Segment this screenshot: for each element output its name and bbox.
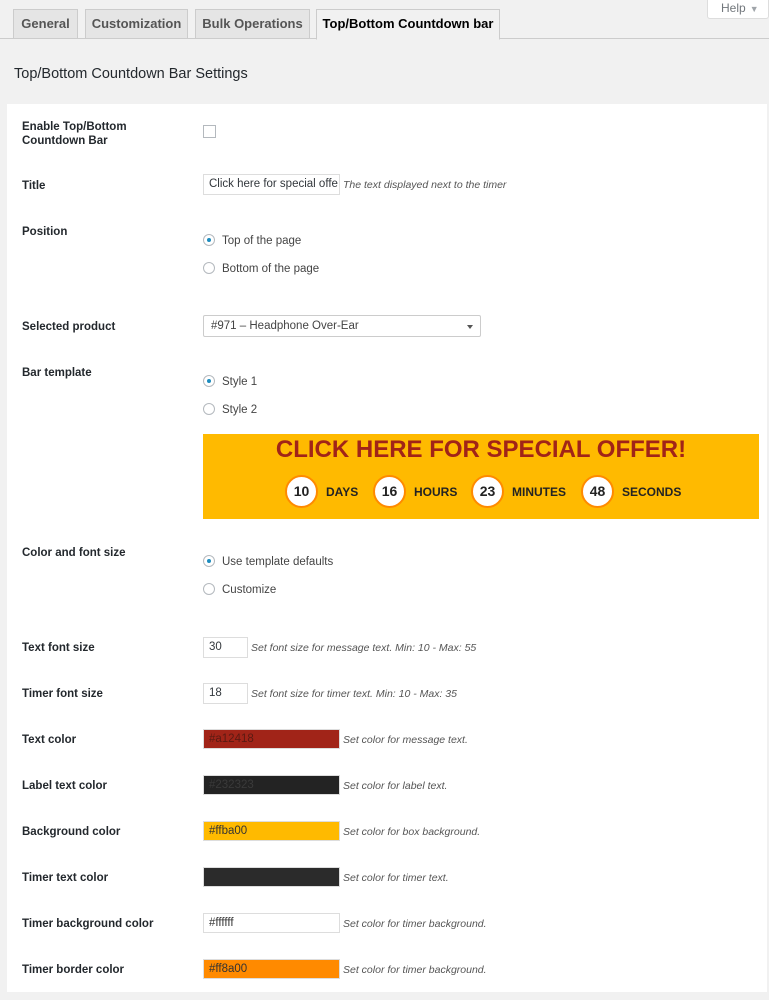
tab-bar [0, 0, 769, 39]
days-circle: 10 [285, 475, 318, 508]
preview-message: CLICK HERE FOR SPECIAL OFFER! [275, 436, 687, 463]
position-label: Position [22, 226, 68, 238]
text-color-input[interactable]: #a12418 [203, 729, 340, 749]
position-top-radio[interactable] [203, 234, 215, 246]
timer-border-color-input[interactable]: #ff8a00 [203, 959, 340, 979]
style2-radio[interactable] [203, 403, 215, 415]
tab-customization[interactable]: Customization [85, 9, 188, 39]
timer-text-color-label: Timer text color [22, 872, 109, 884]
tab-countdown-bar[interactable]: Top/Bottom Countdown bar [316, 9, 500, 40]
chevron-down-icon: ▼ [749, 4, 759, 14]
minutes-circle: 23 [471, 475, 504, 508]
page-title: Top/Bottom Countdown Bar Settings [14, 66, 248, 82]
title-input[interactable]: Click here for special offe [203, 174, 340, 195]
style1-radio[interactable] [203, 375, 215, 387]
text-color-label: Text color [22, 734, 77, 746]
timer-text-color-desc: Set color for timer text. [343, 872, 449, 884]
seconds-label: SECONDS [622, 485, 682, 499]
timer-text-color-input[interactable] [203, 867, 340, 887]
hours-label: HOURS [414, 485, 458, 499]
enable-label-line2: Countdown Bar [22, 135, 108, 147]
timer-background-color-desc: Set color for timer background. [343, 918, 487, 930]
customize-label[interactable]: Customize [222, 584, 277, 596]
hours-circle: 16 [373, 475, 406, 508]
position-top-label[interactable]: Top of the page [222, 235, 302, 247]
text-font-size-input[interactable]: 30 [203, 637, 248, 658]
title-desc: The text displayed next to the timer [343, 179, 507, 191]
title-label: Title [22, 180, 46, 192]
label-text-color-input[interactable]: #232323 [203, 775, 340, 795]
timer-font-size-input[interactable]: 18 [203, 683, 248, 704]
product-value: #971 – Headphone Over-Ear [211, 320, 359, 332]
background-color-input[interactable]: #ffba00 [203, 821, 340, 841]
minutes-label: MINUTES [512, 485, 566, 499]
template-defaults-label[interactable]: Use template defaults [222, 556, 334, 568]
tab-bulk-operations[interactable]: Bulk Operations [195, 9, 310, 39]
timer-font-size-label: Timer font size [22, 688, 103, 700]
product-select[interactable] [203, 315, 481, 337]
timer-border-color-desc: Set color for timer background. [343, 964, 487, 976]
position-bottom-radio[interactable] [203, 262, 215, 274]
enable-checkbox[interactable] [203, 125, 216, 138]
label-text-color-desc: Set color for label text. [343, 780, 448, 792]
label-text-color-label: Label text color [22, 780, 107, 792]
enable-label-line1: Enable Top/Bottom [22, 121, 127, 133]
template-defaults-radio[interactable] [203, 555, 215, 567]
background-color-desc: Set color for box background. [343, 826, 481, 838]
caret-down-icon [467, 325, 473, 329]
tab-general[interactable]: General [13, 9, 78, 39]
days-label: DAYS [326, 485, 359, 499]
timer-background-color-label: Timer background color [22, 918, 154, 930]
position-bottom-label[interactable]: Bottom of the page [222, 263, 320, 275]
background-color-label: Background color [22, 826, 121, 838]
style2-label[interactable]: Style 2 [222, 404, 258, 416]
customize-radio[interactable] [203, 583, 215, 595]
seconds-circle: 48 [581, 475, 614, 508]
timer-font-size-desc: Set font size for timer text. Min: 10 - Max: 35 [251, 688, 457, 700]
help-label: Help [721, 1, 746, 15]
text-color-desc: Set color for message text. [343, 734, 468, 746]
help-button[interactable] [707, 0, 769, 19]
enable-label [22, 120, 127, 148]
product-label: Selected product [22, 321, 116, 333]
text-font-size-desc: Set font size for message text. Min: 10 - Max: 55 [251, 642, 477, 654]
timer-border-color-label: Timer border color [22, 964, 125, 976]
color-font-label: Color and font size [22, 547, 126, 559]
style1-label[interactable]: Style 1 [222, 376, 258, 388]
countdown-preview [203, 434, 759, 519]
bar-template-label: Bar template [22, 367, 92, 379]
text-font-size-label: Text font size [22, 642, 95, 654]
timer-background-color-input[interactable]: #ffffff [203, 913, 340, 933]
